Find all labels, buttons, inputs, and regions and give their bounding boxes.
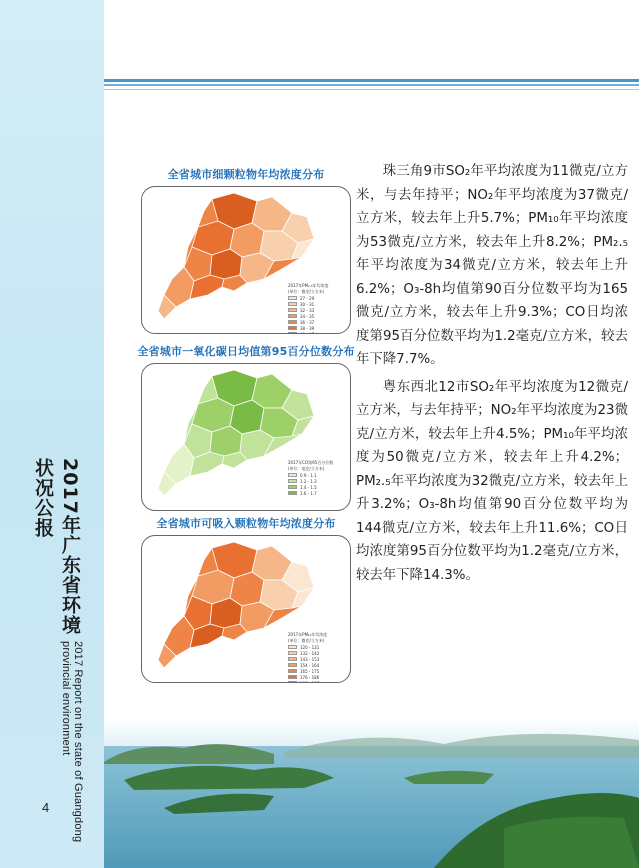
map-figure-pm10: [128, 515, 364, 683]
legend-title: 2017年PM₂.₅年均浓度: [288, 283, 329, 288]
legend-row: [288, 680, 342, 683]
legend-label: 32 - 33: [300, 307, 315, 313]
map-legend: [288, 460, 342, 496]
legend-label: 176 - 186: [300, 674, 320, 680]
legend-swatch: [288, 663, 297, 667]
map-caption: 全省城市可吸入颗粒物年均浓度分布: [156, 517, 336, 530]
legend-label: 132 - 142: [300, 650, 320, 656]
legend-label: 154 - 164: [300, 662, 320, 668]
paragraph-east-west-north: 粤东西北12市SO₂年平均浓度为12微克/立方米，与去年持平；NO₂年平均浓度为23微克/立方米，较去年上升4.5%；PM₁₀年平均浓度为50微克/立方米，较去年上升4.2%；PM₂.₅年平均浓度为32微克/立方米，较去年上升3.2%；O₃-8h均值第90百分位数平均为144微克/立方米，较去年上升11.6%；CO日均浓度第95百分位数平均为1.2毫克/立方米，较去年下降14.3%。: [356, 379, 628, 583]
map-legend: [288, 283, 342, 334]
legend-swatch: [288, 332, 297, 334]
legend-swatch: [288, 491, 297, 495]
legend-swatch: [288, 479, 297, 483]
landscape-illustration: [104, 718, 639, 868]
legend-swatch: [288, 645, 297, 649]
legend-row: [288, 331, 342, 334]
legend-row: [288, 490, 342, 496]
map-caption: 全省城市一氧化碳日均值第95百分位数分布: [137, 345, 355, 358]
sidebar: [0, 0, 104, 868]
map-caption: 全省城市细颗粒物年均浓度分布: [167, 168, 325, 181]
legend-swatch: [288, 296, 297, 300]
header-stripe: [104, 79, 639, 82]
map-frame: [141, 535, 351, 683]
legend-swatch: [288, 669, 297, 673]
legend-label: 0.9 - 1.1: [300, 472, 317, 478]
legend-label: 143 - 153: [300, 656, 320, 662]
lake-landscape-photo: [104, 718, 639, 868]
legend-label: 27 - 29: [300, 295, 315, 301]
legend-swatch: [288, 473, 297, 477]
legend-label: 165 - 175: [300, 668, 320, 674]
map-frame: [141, 363, 351, 511]
legend-label: 36 - 37: [300, 319, 315, 325]
legend-unit: (单位：微克/立方米): [288, 289, 325, 294]
map-legend: [288, 632, 342, 683]
legend-label: 1.2 - 1.3: [300, 478, 317, 484]
legend-swatch: [288, 308, 297, 312]
legend-swatch: [288, 314, 297, 318]
legend-items: [288, 644, 342, 683]
paragraph-prd: 珠三角9市SO₂年平均浓度为11微克/立方米，与去年持平；NO₂年平均浓度为37微克/立方米，较去年上升5.7%；PM₁₀年平均浓度为53微克/立方米，较去年上升8.2%；PM₂.₅年平均浓度为34微克/立方米，较去年上升6.2%；O₃-8h均值第90百分位数平均为165微克/立方米，较去年上升9.3%；CO日均浓度第95百分位数平均为1.2毫克/立方米，较去年下降7.7%。: [356, 164, 628, 367]
legend-swatch: [288, 485, 297, 489]
legend-unit: (单位：微克/立方米): [288, 638, 325, 643]
legend-swatch: [288, 320, 297, 324]
legend-swatch: [288, 302, 297, 306]
legend-swatch: [288, 657, 297, 661]
sidebar-title: [30, 458, 84, 868]
legend-swatch: [288, 651, 297, 655]
legend-label: 120 - 131: [300, 644, 320, 650]
legend-title: 2017年CO第95百分位数: [288, 460, 334, 465]
legend-swatch: [288, 326, 297, 330]
legend-label: 1.4 - 1.5: [300, 484, 317, 490]
legend-label: 38 - 39: [300, 325, 315, 331]
legend-label: 1.6 - 1.7: [300, 490, 317, 496]
legend-swatch: [288, 681, 297, 683]
legend-label: 34 - 35: [300, 313, 315, 319]
legend-items: [288, 295, 342, 334]
page-number: 4: [42, 800, 50, 815]
legend-unit: (单位：毫克/立方米): [288, 466, 325, 471]
legend-label: 40 - 47: [300, 331, 315, 334]
legend-items: [288, 472, 342, 496]
map-frame: [141, 186, 351, 334]
report-title-cn: 2017年广东省环境状况公报: [32, 458, 81, 635]
legend-label: 30 - 31: [300, 301, 315, 307]
body-text: [356, 160, 628, 587]
legend-label: 187 - 197: [300, 680, 320, 683]
map-figure-co: [128, 343, 364, 511]
header-stripe: [104, 84, 639, 86]
header-stripe: [104, 89, 639, 90]
report-title-en: 2017 Report on the state of Guangdong provincial environment: [60, 640, 84, 843]
legend-title: 2017年PM₁₀年均浓度: [288, 632, 328, 637]
legend-swatch: [288, 675, 297, 679]
map-figure-pm25: [128, 166, 364, 334]
